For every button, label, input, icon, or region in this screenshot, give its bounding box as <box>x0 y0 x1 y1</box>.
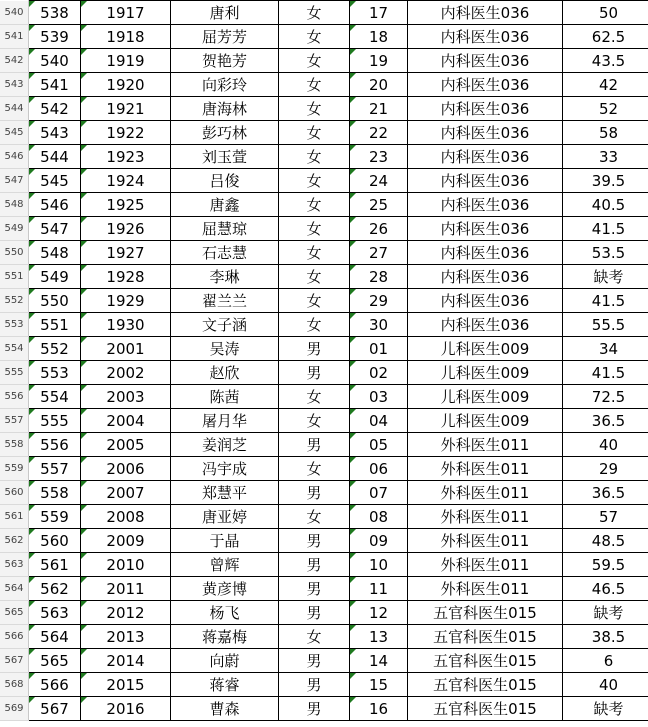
table-row[interactable] <box>0 145 648 169</box>
score-cell[interactable]: 38.5 <box>563 625 648 649</box>
code-cell[interactable]: 2007 <box>81 481 171 505</box>
post-cell[interactable]: 内科医生036 <box>408 97 563 121</box>
seq-cell[interactable]: 543 <box>29 121 81 145</box>
score-cell[interactable]: 55.5 <box>563 313 648 337</box>
post-cell[interactable]: 内科医生036 <box>408 73 563 97</box>
score-cell[interactable]: 72.5 <box>563 385 648 409</box>
seat-cell[interactable]: 11 <box>350 577 408 601</box>
seat-cell[interactable]: 14 <box>350 649 408 673</box>
seat-cell[interactable]: 06 <box>350 457 408 481</box>
post-cell[interactable]: 内科医生036 <box>408 169 563 193</box>
seq-cell[interactable]: 542 <box>29 97 81 121</box>
seq-cell[interactable]: 558 <box>29 481 81 505</box>
seat-cell[interactable]: 02 <box>350 361 408 385</box>
seq-cell[interactable]: 565 <box>29 649 81 673</box>
gender-cell[interactable]: 女 <box>279 409 350 433</box>
post-cell[interactable]: 内科医生036 <box>408 313 563 337</box>
table-row[interactable] <box>0 217 648 241</box>
seat-cell[interactable]: 01 <box>350 337 408 361</box>
seat-cell[interactable]: 15 <box>350 673 408 697</box>
table-row[interactable] <box>0 457 648 481</box>
code-cell[interactable]: 1928 <box>81 265 171 289</box>
name-cell[interactable]: 赵欣 <box>171 361 279 385</box>
post-cell[interactable]: 外科医生011 <box>408 481 563 505</box>
row-header[interactable]: 548 <box>0 193 29 217</box>
post-cell[interactable]: 外科医生011 <box>408 457 563 481</box>
name-cell[interactable]: 唐海林 <box>171 97 279 121</box>
score-cell[interactable]: 46.5 <box>563 577 648 601</box>
gender-cell[interactable]: 女 <box>279 625 350 649</box>
post-cell[interactable]: 五官科医生015 <box>408 697 563 721</box>
post-cell[interactable]: 儿科医生009 <box>408 385 563 409</box>
name-cell[interactable]: 吴涛 <box>171 337 279 361</box>
row-header[interactable]: 542 <box>0 49 29 73</box>
score-cell[interactable]: 33 <box>563 145 648 169</box>
gender-cell[interactable]: 男 <box>279 433 350 457</box>
row-header[interactable]: 563 <box>0 553 29 577</box>
name-cell[interactable]: 屠月华 <box>171 409 279 433</box>
code-cell[interactable]: 1925 <box>81 193 171 217</box>
code-cell[interactable]: 2005 <box>81 433 171 457</box>
score-cell[interactable]: 50 <box>563 1 648 25</box>
table-row[interactable] <box>0 505 648 529</box>
row-header[interactable]: 562 <box>0 529 29 553</box>
code-cell[interactable]: 1926 <box>81 217 171 241</box>
gender-cell[interactable]: 男 <box>279 361 350 385</box>
row-header[interactable]: 550 <box>0 241 29 265</box>
seq-cell[interactable]: 562 <box>29 577 81 601</box>
seq-cell[interactable]: 550 <box>29 289 81 313</box>
row-header[interactable]: 568 <box>0 673 29 697</box>
gender-cell[interactable]: 男 <box>279 673 350 697</box>
row-header[interactable]: 544 <box>0 97 29 121</box>
score-cell[interactable]: 29 <box>563 457 648 481</box>
code-cell[interactable]: 1930 <box>81 313 171 337</box>
name-cell[interactable]: 蒋嘉梅 <box>171 625 279 649</box>
table-row[interactable] <box>0 1 648 25</box>
code-cell[interactable]: 1929 <box>81 289 171 313</box>
seat-cell[interactable]: 17 <box>350 1 408 25</box>
score-cell[interactable]: 53.5 <box>563 241 648 265</box>
post-cell[interactable]: 外科医生011 <box>408 529 563 553</box>
score-cell[interactable]: 6 <box>563 649 648 673</box>
table-row[interactable] <box>0 673 648 697</box>
gender-cell[interactable]: 女 <box>279 457 350 481</box>
table-row[interactable] <box>0 385 648 409</box>
row-header[interactable]: 543 <box>0 73 29 97</box>
seat-cell[interactable]: 30 <box>350 313 408 337</box>
table-row[interactable] <box>0 169 648 193</box>
name-cell[interactable]: 翟兰兰 <box>171 289 279 313</box>
gender-cell[interactable]: 男 <box>279 601 350 625</box>
code-cell[interactable]: 2011 <box>81 577 171 601</box>
post-cell[interactable]: 内科医生036 <box>408 49 563 73</box>
score-cell[interactable]: 40 <box>563 433 648 457</box>
table-row[interactable] <box>0 241 648 265</box>
table-row[interactable] <box>0 577 648 601</box>
seq-cell[interactable]: 549 <box>29 265 81 289</box>
seat-cell[interactable]: 05 <box>350 433 408 457</box>
code-cell[interactable]: 1921 <box>81 97 171 121</box>
name-cell[interactable]: 郑慧平 <box>171 481 279 505</box>
table-row[interactable] <box>0 337 648 361</box>
seq-cell[interactable]: 548 <box>29 241 81 265</box>
seq-cell[interactable]: 556 <box>29 433 81 457</box>
gender-cell[interactable]: 女 <box>279 505 350 529</box>
code-cell[interactable]: 1919 <box>81 49 171 73</box>
code-cell[interactable]: 1922 <box>81 121 171 145</box>
code-cell[interactable]: 1920 <box>81 73 171 97</box>
code-cell[interactable]: 1927 <box>81 241 171 265</box>
score-cell[interactable]: 57 <box>563 505 648 529</box>
post-cell[interactable]: 五官科医生015 <box>408 601 563 625</box>
gender-cell[interactable]: 男 <box>279 577 350 601</box>
gender-cell[interactable]: 女 <box>279 193 350 217</box>
row-header[interactable]: 566 <box>0 625 29 649</box>
post-cell[interactable]: 儿科医生009 <box>408 361 563 385</box>
score-cell[interactable]: 缺考 <box>563 601 648 625</box>
post-cell[interactable]: 五官科医生015 <box>408 625 563 649</box>
name-cell[interactable]: 陈茜 <box>171 385 279 409</box>
row-header[interactable]: 561 <box>0 505 29 529</box>
name-cell[interactable]: 姜润芝 <box>171 433 279 457</box>
row-header[interactable]: 557 <box>0 409 29 433</box>
gender-cell[interactable]: 女 <box>279 1 350 25</box>
seq-cell[interactable]: 563 <box>29 601 81 625</box>
seat-cell[interactable]: 12 <box>350 601 408 625</box>
score-cell[interactable]: 缺考 <box>563 697 648 721</box>
name-cell[interactable]: 文子涵 <box>171 313 279 337</box>
seq-cell[interactable]: 553 <box>29 361 81 385</box>
score-cell[interactable]: 缺考 <box>563 265 648 289</box>
name-cell[interactable]: 屈慧琼 <box>171 217 279 241</box>
seq-cell[interactable]: 567 <box>29 697 81 721</box>
seat-cell[interactable]: 27 <box>350 241 408 265</box>
post-cell[interactable]: 五官科医生015 <box>408 649 563 673</box>
post-cell[interactable]: 内科医生036 <box>408 289 563 313</box>
code-cell[interactable]: 2006 <box>81 457 171 481</box>
seq-cell[interactable]: 560 <box>29 529 81 553</box>
seat-cell[interactable]: 03 <box>350 385 408 409</box>
seat-cell[interactable]: 18 <box>350 25 408 49</box>
gender-cell[interactable]: 女 <box>279 385 350 409</box>
post-cell[interactable]: 内科医生036 <box>408 265 563 289</box>
row-header[interactable]: 546 <box>0 145 29 169</box>
post-cell[interactable]: 外科医生011 <box>408 577 563 601</box>
table-row[interactable] <box>0 49 648 73</box>
seq-cell[interactable]: 566 <box>29 673 81 697</box>
post-cell[interactable]: 内科医生036 <box>408 25 563 49</box>
seq-cell[interactable]: 561 <box>29 553 81 577</box>
score-cell[interactable]: 41.5 <box>563 289 648 313</box>
row-header[interactable]: 547 <box>0 169 29 193</box>
row-header[interactable]: 565 <box>0 601 29 625</box>
name-cell[interactable]: 唐亚婷 <box>171 505 279 529</box>
seat-cell[interactable]: 22 <box>350 121 408 145</box>
code-cell[interactable]: 2008 <box>81 505 171 529</box>
score-cell[interactable]: 48.5 <box>563 529 648 553</box>
seat-cell[interactable]: 21 <box>350 97 408 121</box>
seat-cell[interactable]: 04 <box>350 409 408 433</box>
post-cell[interactable]: 外科医生011 <box>408 553 563 577</box>
gender-cell[interactable]: 女 <box>279 217 350 241</box>
seq-cell[interactable]: 538 <box>29 1 81 25</box>
row-header[interactable]: 552 <box>0 289 29 313</box>
score-cell[interactable]: 41.5 <box>563 217 648 241</box>
post-cell[interactable]: 儿科医生009 <box>408 409 563 433</box>
name-cell[interactable]: 唐利 <box>171 1 279 25</box>
table-row[interactable] <box>0 265 648 289</box>
table-row[interactable] <box>0 481 648 505</box>
seat-cell[interactable]: 09 <box>350 529 408 553</box>
name-cell[interactable]: 于晶 <box>171 529 279 553</box>
gender-cell[interactable]: 女 <box>279 265 350 289</box>
post-cell[interactable]: 内科医生036 <box>408 1 563 25</box>
code-cell[interactable]: 1917 <box>81 1 171 25</box>
table-row[interactable] <box>0 601 648 625</box>
seq-cell[interactable]: 547 <box>29 217 81 241</box>
post-cell[interactable]: 内科医生036 <box>408 121 563 145</box>
gender-cell[interactable]: 男 <box>279 553 350 577</box>
code-cell[interactable]: 2010 <box>81 553 171 577</box>
gender-cell[interactable]: 女 <box>279 313 350 337</box>
seat-cell[interactable]: 23 <box>350 145 408 169</box>
gender-cell[interactable]: 男 <box>279 481 350 505</box>
seat-cell[interactable]: 24 <box>350 169 408 193</box>
row-header[interactable]: 545 <box>0 121 29 145</box>
seq-cell[interactable]: 540 <box>29 49 81 73</box>
score-cell[interactable]: 41.5 <box>563 361 648 385</box>
row-header[interactable]: 558 <box>0 433 29 457</box>
row-header[interactable]: 551 <box>0 265 29 289</box>
gender-cell[interactable]: 女 <box>279 289 350 313</box>
table-row[interactable] <box>0 649 648 673</box>
row-header[interactable]: 549 <box>0 217 29 241</box>
seat-cell[interactable]: 26 <box>350 217 408 241</box>
score-cell[interactable]: 42 <box>563 73 648 97</box>
table-row[interactable] <box>0 409 648 433</box>
name-cell[interactable]: 唐鑫 <box>171 193 279 217</box>
seat-cell[interactable]: 07 <box>350 481 408 505</box>
table-row[interactable] <box>0 529 648 553</box>
score-cell[interactable]: 36.5 <box>563 481 648 505</box>
table-row[interactable] <box>0 193 648 217</box>
post-cell[interactable]: 儿科医生009 <box>408 337 563 361</box>
table-row[interactable] <box>0 73 648 97</box>
post-cell[interactable]: 内科医生036 <box>408 241 563 265</box>
post-cell[interactable]: 内科医生036 <box>408 217 563 241</box>
seq-cell[interactable]: 564 <box>29 625 81 649</box>
code-cell[interactable]: 2012 <box>81 601 171 625</box>
seq-cell[interactable]: 555 <box>29 409 81 433</box>
table-row[interactable] <box>0 25 648 49</box>
table-row[interactable] <box>0 697 648 721</box>
gender-cell[interactable]: 男 <box>279 529 350 553</box>
code-cell[interactable]: 1923 <box>81 145 171 169</box>
seq-cell[interactable]: 545 <box>29 169 81 193</box>
name-cell[interactable]: 冯宇成 <box>171 457 279 481</box>
code-cell[interactable]: 2004 <box>81 409 171 433</box>
row-header[interactable]: 564 <box>0 577 29 601</box>
code-cell[interactable]: 2001 <box>81 337 171 361</box>
gender-cell[interactable]: 男 <box>279 697 350 721</box>
row-header[interactable]: 560 <box>0 481 29 505</box>
name-cell[interactable]: 向彩玲 <box>171 73 279 97</box>
post-cell[interactable]: 外科医生011 <box>408 433 563 457</box>
name-cell[interactable]: 屈芳芳 <box>171 25 279 49</box>
name-cell[interactable]: 彭巧林 <box>171 121 279 145</box>
code-cell[interactable]: 1918 <box>81 25 171 49</box>
row-header[interactable]: 567 <box>0 649 29 673</box>
row-header[interactable]: 541 <box>0 25 29 49</box>
code-cell[interactable]: 2003 <box>81 385 171 409</box>
code-cell[interactable]: 2014 <box>81 649 171 673</box>
row-header[interactable]: 540 <box>0 1 29 25</box>
name-cell[interactable]: 贺艳芳 <box>171 49 279 73</box>
table-row[interactable] <box>0 313 648 337</box>
score-cell[interactable]: 52 <box>563 97 648 121</box>
seat-cell[interactable]: 16 <box>350 697 408 721</box>
seq-cell[interactable]: 559 <box>29 505 81 529</box>
gender-cell[interactable]: 女 <box>279 25 350 49</box>
code-cell[interactable]: 2015 <box>81 673 171 697</box>
row-header[interactable]: 559 <box>0 457 29 481</box>
gender-cell[interactable]: 女 <box>279 145 350 169</box>
row-header[interactable]: 556 <box>0 385 29 409</box>
seat-cell[interactable]: 10 <box>350 553 408 577</box>
code-cell[interactable]: 1924 <box>81 169 171 193</box>
post-cell[interactable]: 外科医生011 <box>408 505 563 529</box>
seq-cell[interactable]: 544 <box>29 145 81 169</box>
seat-cell[interactable]: 29 <box>350 289 408 313</box>
name-cell[interactable]: 向蔚 <box>171 649 279 673</box>
score-cell[interactable]: 62.5 <box>563 25 648 49</box>
gender-cell[interactable]: 男 <box>279 649 350 673</box>
seq-cell[interactable]: 557 <box>29 457 81 481</box>
gender-cell[interactable]: 女 <box>279 73 350 97</box>
score-cell[interactable]: 59.5 <box>563 553 648 577</box>
seq-cell[interactable]: 552 <box>29 337 81 361</box>
score-cell[interactable]: 43.5 <box>563 49 648 73</box>
seat-cell[interactable]: 20 <box>350 73 408 97</box>
table-row[interactable] <box>0 121 648 145</box>
score-cell[interactable]: 58 <box>563 121 648 145</box>
seat-cell[interactable]: 13 <box>350 625 408 649</box>
name-cell[interactable]: 黄彦博 <box>171 577 279 601</box>
table-body <box>0 1 648 721</box>
score-cell[interactable]: 40.5 <box>563 193 648 217</box>
name-cell[interactable]: 刘玉萱 <box>171 145 279 169</box>
code-cell[interactable]: 2009 <box>81 529 171 553</box>
seat-cell[interactable]: 19 <box>350 49 408 73</box>
table-row[interactable] <box>0 361 648 385</box>
post-cell[interactable]: 内科医生036 <box>408 193 563 217</box>
score-cell[interactable]: 34 <box>563 337 648 361</box>
code-cell[interactable]: 2016 <box>81 697 171 721</box>
table-row[interactable] <box>0 553 648 577</box>
seat-cell[interactable]: 25 <box>350 193 408 217</box>
name-cell[interactable]: 石志慧 <box>171 241 279 265</box>
seq-cell[interactable]: 554 <box>29 385 81 409</box>
gender-cell[interactable]: 女 <box>279 49 350 73</box>
seq-cell[interactable]: 539 <box>29 25 81 49</box>
seq-cell[interactable]: 551 <box>29 313 81 337</box>
code-cell[interactable]: 2013 <box>81 625 171 649</box>
score-cell[interactable]: 36.5 <box>563 409 648 433</box>
name-cell[interactable]: 李琳 <box>171 265 279 289</box>
name-cell[interactable]: 杨飞 <box>171 601 279 625</box>
gender-cell[interactable]: 女 <box>279 169 350 193</box>
row-header[interactable]: 569 <box>0 697 29 721</box>
table-row[interactable] <box>0 289 648 313</box>
gender-cell[interactable]: 女 <box>279 97 350 121</box>
name-cell[interactable]: 曹森 <box>171 697 279 721</box>
seq-cell[interactable]: 541 <box>29 73 81 97</box>
post-cell[interactable]: 五官科医生015 <box>408 673 563 697</box>
row-header[interactable]: 553 <box>0 313 29 337</box>
name-cell[interactable]: 蒋睿 <box>171 673 279 697</box>
score-cell[interactable]: 40 <box>563 673 648 697</box>
gender-cell[interactable]: 女 <box>279 121 350 145</box>
row-header[interactable]: 554 <box>0 337 29 361</box>
gender-cell[interactable]: 男 <box>279 337 350 361</box>
name-cell[interactable]: 吕俊 <box>171 169 279 193</box>
table-row[interactable] <box>0 625 648 649</box>
gender-cell[interactable]: 女 <box>279 241 350 265</box>
seq-cell[interactable]: 546 <box>29 193 81 217</box>
score-cell[interactable]: 39.5 <box>563 169 648 193</box>
code-cell[interactable]: 2002 <box>81 361 171 385</box>
table-row[interactable] <box>0 97 648 121</box>
table-row[interactable] <box>0 433 648 457</box>
row-header[interactable]: 555 <box>0 361 29 385</box>
post-cell[interactable]: 内科医生036 <box>408 145 563 169</box>
seat-cell[interactable]: 08 <box>350 505 408 529</box>
seat-cell[interactable]: 28 <box>350 265 408 289</box>
name-cell[interactable]: 曾辉 <box>171 553 279 577</box>
